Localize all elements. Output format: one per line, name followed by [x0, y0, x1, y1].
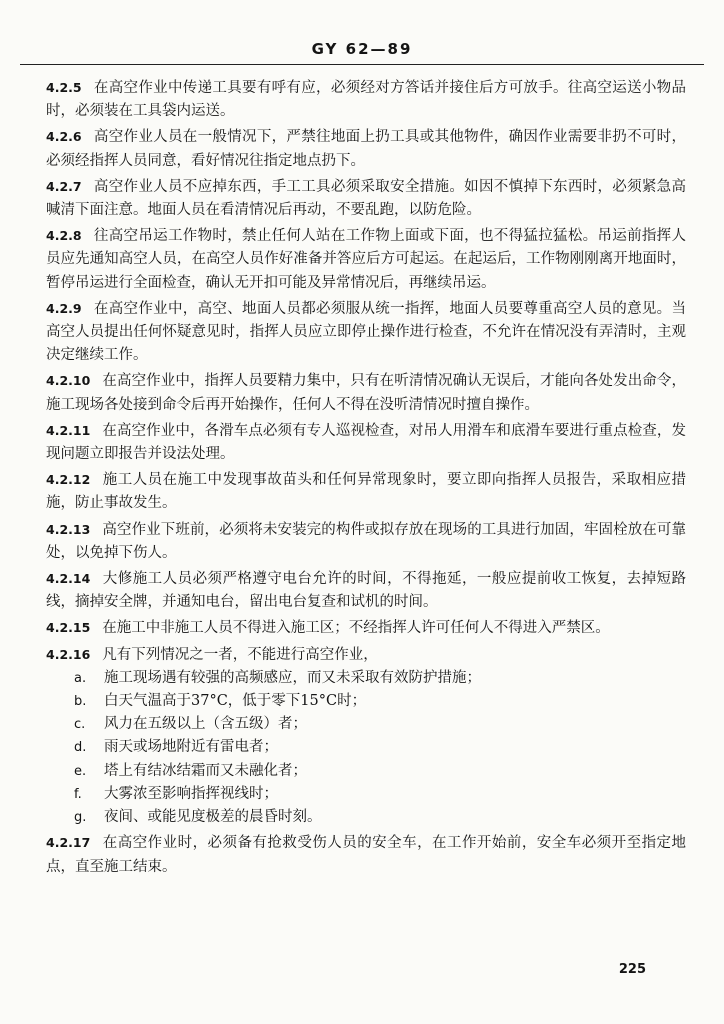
clause-4-2-9 — [46, 297, 686, 368]
list-item — [46, 667, 686, 690]
list-item — [46, 690, 686, 713]
clause-number: 4.2.7 — [46, 178, 82, 194]
clause-text: 在高空作业中传递工具要有呼有应，必须经对方答话并接住后方可放手。往高空运送小物品时，必须装在工具袋内运送。 — [46, 80, 686, 120]
clause-number: 4.2.11 — [46, 422, 91, 438]
clause-4-2-5 — [46, 76, 686, 123]
page-number: 225 — [618, 962, 646, 977]
list-item — [46, 783, 686, 806]
clause-number: 4.2.8 — [46, 228, 82, 244]
document-body — [46, 76, 686, 881]
clause-text: 大修施工人员必须严格遵守电台允许的时间，不得拖延，一般应提前收工恢复，去掉短路线，摘掉安全牌，并通知电台，留出电台复查和试机的时间。 — [46, 571, 686, 611]
clause-4-2-6 — [46, 125, 686, 172]
list-item — [46, 760, 686, 783]
clause-text: 施工人员在施工中发现事故苗头和任何异常现象时，要立即向指挥人员报告，采取相应措施，防止事故发生。 — [46, 472, 686, 512]
clause-4-2-13 — [46, 518, 686, 565]
clause-number: 4.2.12 — [46, 472, 91, 488]
clause-number: 4.2.9 — [46, 300, 82, 316]
header-rule — [20, 64, 704, 65]
clause-text: 高空作业人员在一般情况下，严禁往地面上扔工具或其他物件，确因作业需要非扔不可时，必须经指挥人员同意，看好情况往指定地点扔下。 — [46, 129, 686, 169]
clause-number: 4.2.16 — [46, 646, 91, 662]
list-item — [46, 736, 686, 759]
clause-4-2-7 — [46, 175, 686, 222]
item-text: 大雾浓至影响指挥视线时； — [104, 785, 278, 802]
item-letter: a. — [74, 670, 87, 686]
clause-4-2-16 — [46, 643, 686, 830]
item-letter: g. — [74, 810, 87, 826]
clause-4-2-12 — [46, 468, 686, 515]
clause-text: 在高空作业中，各滑车点必须有专人巡视检查，对吊人用滑车和底滑车要进行重点检查，发现问题立即报告并设法处理。 — [46, 422, 686, 463]
item-text: 风力在五级以上（含五级）者； — [104, 716, 307, 733]
clause-4-2-8 — [46, 224, 686, 295]
clause-number: 4.2.14 — [46, 571, 91, 587]
clause-number: 4.2.15 — [46, 620, 91, 636]
item-letter: c. — [74, 717, 86, 733]
clause-number: 4.2.17 — [46, 835, 91, 851]
item-letter: b. — [74, 694, 87, 710]
clause-4-2-15 — [46, 616, 686, 640]
item-letter: e. — [74, 763, 87, 779]
clause-text: 在高空作业中，指挥人员要精力集中，只有在听清情况确认无误后，才能向各处发出命令，施工现场各处接到命令后再开始操作，任何人不得在没听清情况时擅自操作。 — [46, 373, 686, 413]
clause-4-2-14 — [46, 567, 686, 614]
standard-code-header: GY 62—89 — [311, 40, 413, 58]
clause-text: 高空作业人员不应掉东西，手工工具必须采取安全措施。如因不慎掉下东西时，必须紧急高喊清下面注意。地面人员在看清情况后再动，不要乱跑，以防危险。 — [46, 178, 686, 219]
list-item — [46, 806, 686, 829]
clause-4-2-10 — [46, 369, 686, 416]
clause-number: 4.2.6 — [46, 129, 82, 145]
clause-text: 高空作业下班前，必须将未安装完的构件或拟存放在现场的工具进行加固，牢固栓放在可靠处，以免掉下伤人。 — [46, 521, 686, 561]
clause-text: 在高空作业中，高空、地面人员都必须服从统一指挥，地面人员要尊重高空人员的意见。当高空人员提出任何怀疑意见时，指挥人员应立即停止操作进行检查，不允许在情况没有弄清时，主观决定继续工作。 — [46, 300, 686, 364]
clause-4-2-11 — [46, 419, 686, 466]
item-text: 夜间、或能见度极差的晨昏时刻。 — [104, 809, 322, 826]
clause-text: 在施工中非施工人员不得进入施工区；不经指挥人许可任何人不得进入严禁区。 — [102, 620, 610, 637]
item-text: 白天气温高于37°C，低于零下15°C时； — [104, 693, 367, 710]
item-letter: d. — [74, 740, 87, 756]
clause-number: 4.2.5 — [46, 80, 82, 95]
clause-text: 凡有下列情况之一者，不能进行高空作业， — [102, 646, 378, 663]
list-item — [46, 713, 686, 736]
clause-text: 在高空作业时，必须备有抢救受伤人员的安全车，在工作开始前，安全车必须开至指定地点，直至施工结束。 — [46, 835, 686, 875]
clause-number: 4.2.13 — [46, 521, 91, 537]
clause-number: 4.2.10 — [46, 373, 91, 389]
clause-intro — [46, 643, 686, 667]
clause-text: 往高空吊运工作物时，禁止任何人站在工作物上面或下面，也不得猛拉猛松。吊运前指挥人员应先通知高空人员，在高空人员作好准备并答应后方可起运。在起运后，工作物刚刚离开地面时，暂停吊运进行全面检查，确认无开扣可能及异常情况后，再继续吊运。 — [46, 228, 686, 291]
item-letter: f. — [74, 786, 82, 802]
item-text: 雨天或场地附近有雷电者； — [104, 739, 278, 756]
item-text: 塔上有结冰结霜而又未融化者； — [104, 762, 307, 779]
clause-4-2-17 — [46, 831, 686, 878]
item-text: 施工现场遇有较强的高频感应，而又未采取有效防护措施； — [104, 669, 481, 686]
